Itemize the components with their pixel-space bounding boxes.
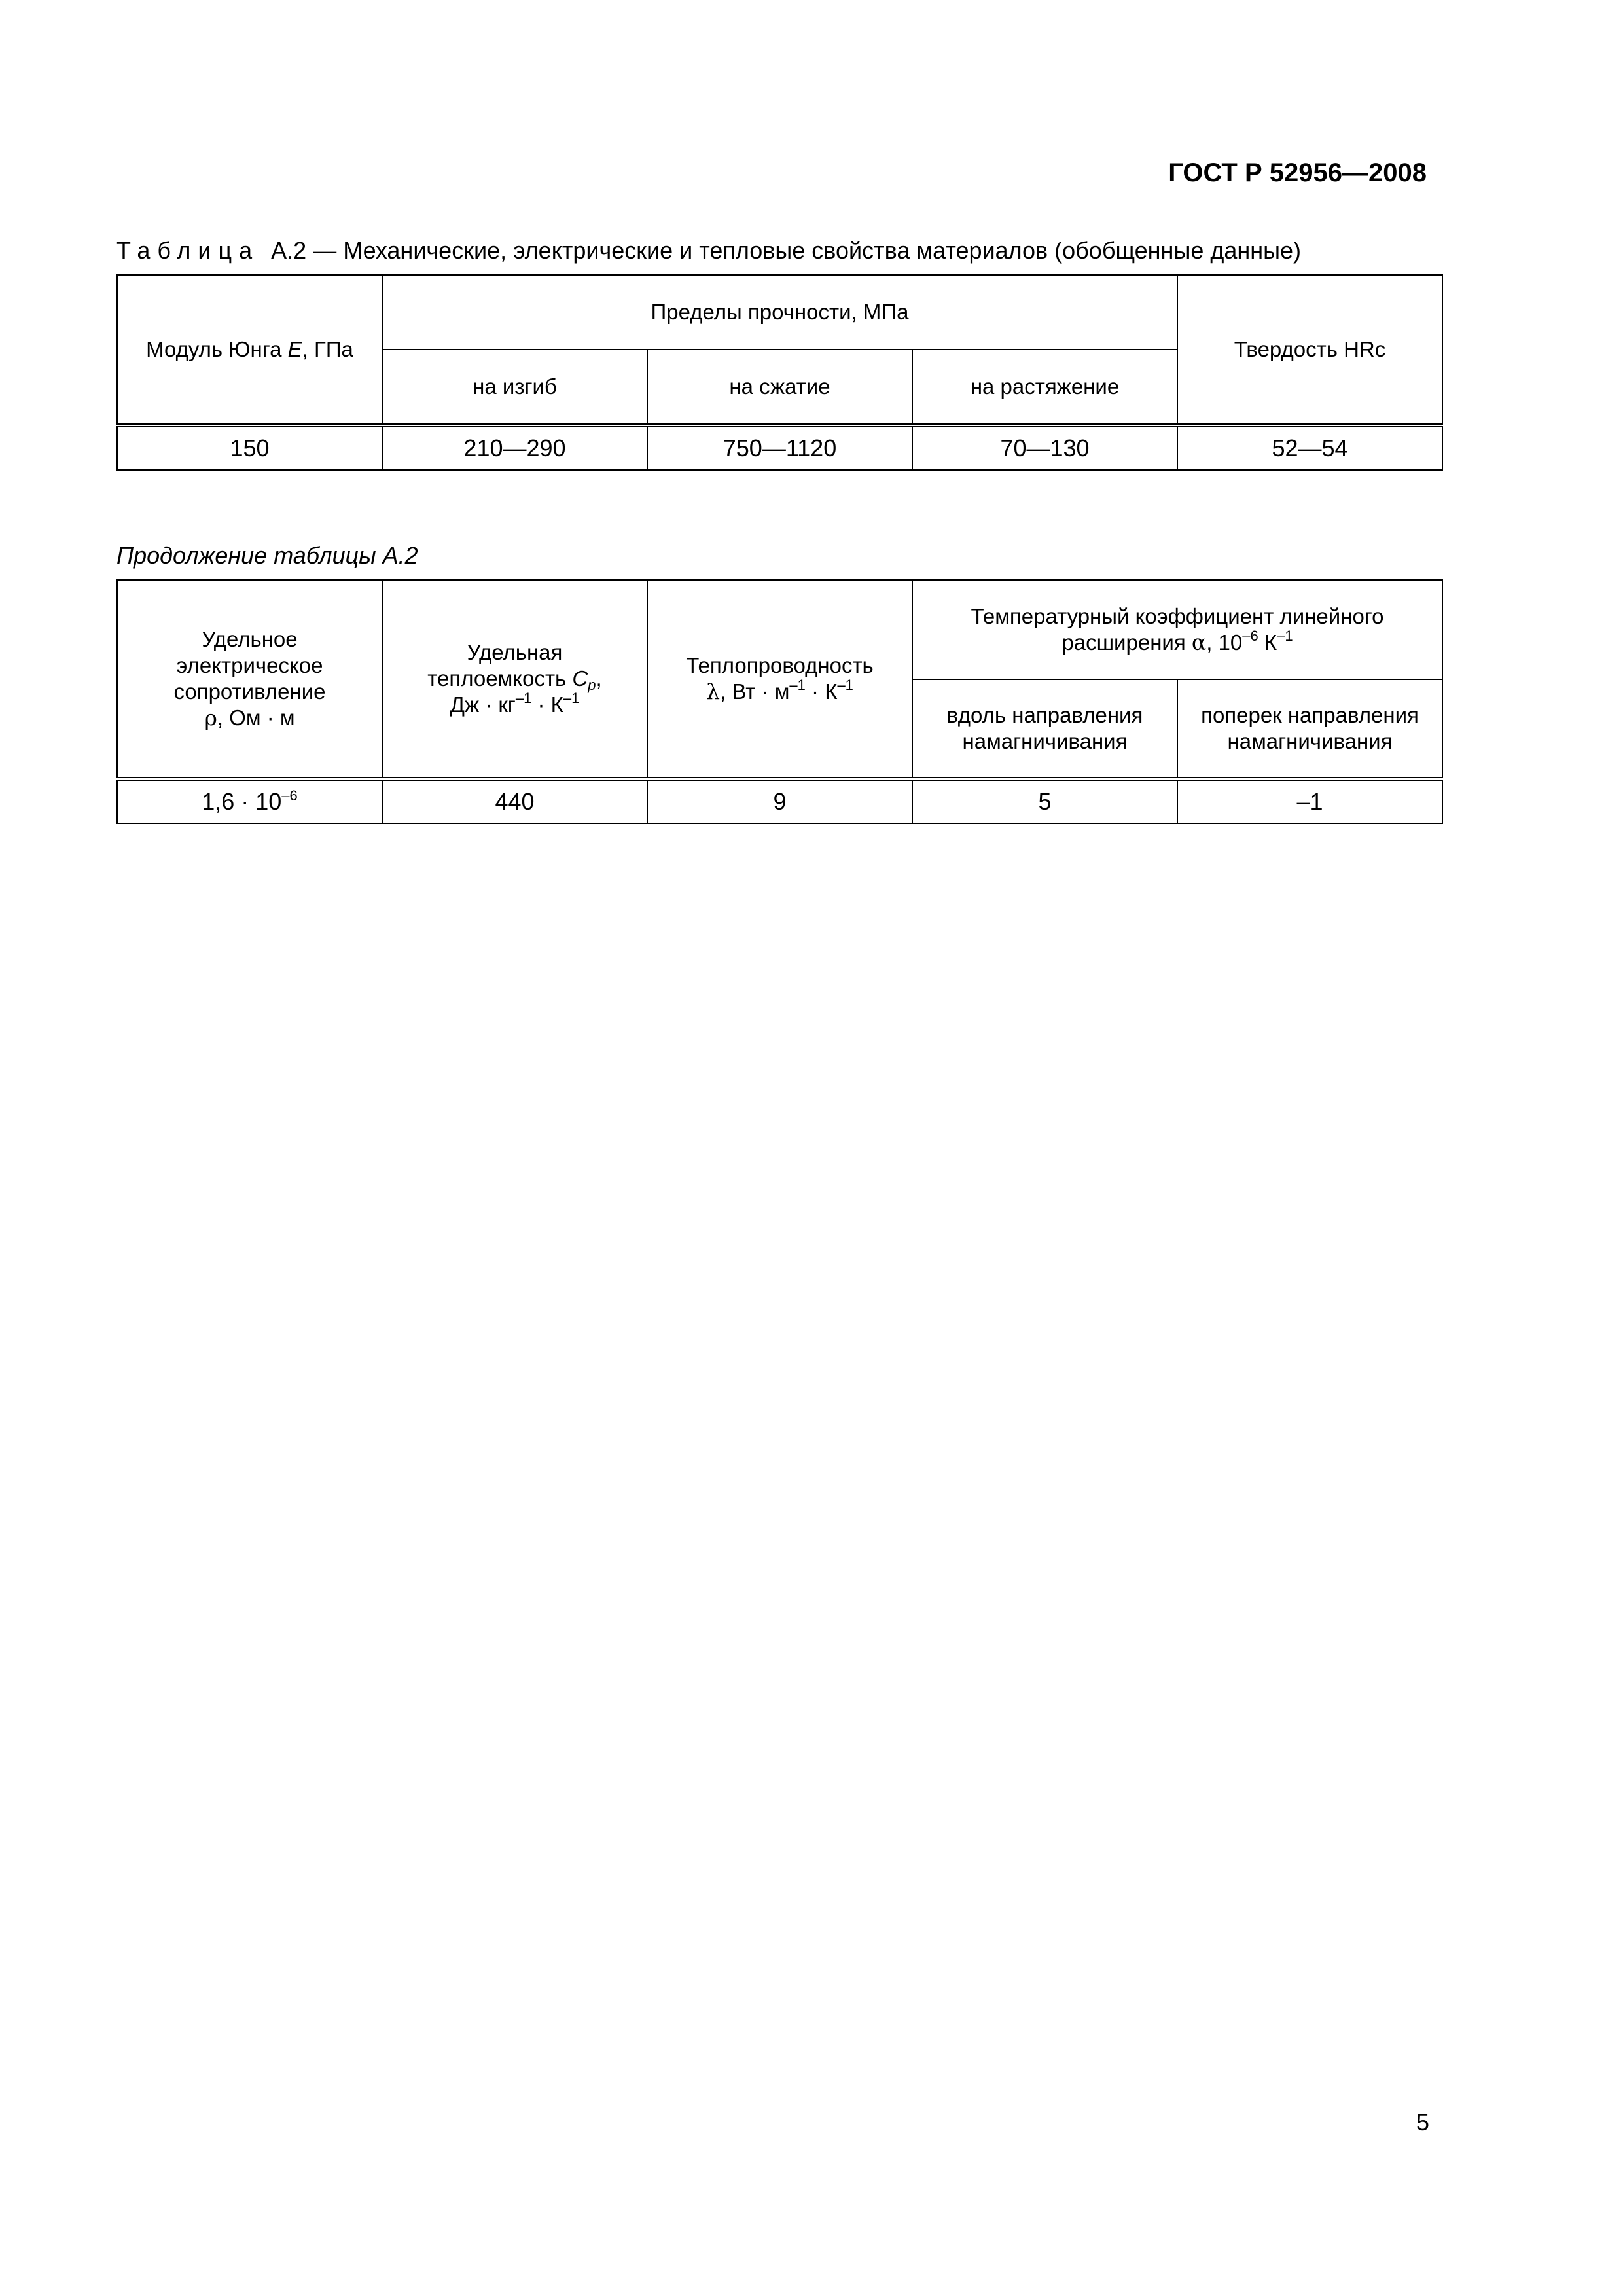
header-along-magnetization: вдоль направления намагничивания	[912, 679, 1177, 779]
cell-thermal-conductivity: 9	[647, 779, 912, 823]
cell-resistivity: $1,6 \cdot 10^{-6}$	[117, 779, 382, 823]
cell-across-magnetization: –1	[1177, 779, 1442, 823]
properties-table-continued	[116, 579, 1443, 824]
cell-heat-capacity: 440	[382, 779, 647, 823]
table-header-row	[117, 275, 1442, 350]
continuation-caption: Продолжение таблицы А.2	[116, 542, 418, 569]
header-bending: на изгиб	[382, 350, 647, 425]
cell-tension: 70—130	[912, 425, 1177, 470]
table-caption-text: А.2 — Механические, электрические и тепловые свойства материалов (обобщенные данные)	[271, 237, 1302, 264]
table-caption	[116, 237, 1301, 264]
page-number: 5	[1416, 2109, 1429, 2136]
properties-table	[116, 274, 1443, 471]
document-code: ГОСТ Р 52956—2008	[1168, 158, 1427, 187]
cell-youngs-modulus: 150	[117, 425, 382, 470]
table-caption-label: Таблица	[116, 237, 260, 264]
table-row	[117, 425, 1442, 470]
table-header-row	[117, 580, 1442, 679]
cell-along-magnetization: 5	[912, 779, 1177, 823]
header-heat-capacity: Удельная теплоемкость $C_p$, Дж · $кг^{-1} \cdot К^{-1}$	[382, 580, 647, 779]
header-youngs-modulus: Модуль Юнга E, ГПа	[117, 275, 382, 425]
header-strength-limits: Пределы прочности, МПа	[382, 275, 1177, 350]
header-thermal-conductivity: Теплопроводность λ, Вт · $м^{-1} \cdot К^{-1}$	[647, 580, 912, 779]
header-resistivity: Удельное электрическое сопротивление ρ, Ом · м	[117, 580, 382, 779]
cell-hardness: 52—54	[1177, 425, 1442, 470]
cell-compression: 750—1120	[647, 425, 912, 470]
header-across-magnetization: поперек направления намагничивания	[1177, 679, 1442, 779]
cell-bending: 210—290	[382, 425, 647, 470]
table-row	[117, 779, 1442, 823]
header-tension: на растяжение	[912, 350, 1177, 425]
header-compression: на сжатие	[647, 350, 912, 425]
header-thermal-expansion: Температурный коэффициент линейного расширения α, $10^{-6}$ $К^{-1}$	[912, 580, 1442, 679]
header-hardness: Твердость HRc	[1177, 275, 1442, 425]
